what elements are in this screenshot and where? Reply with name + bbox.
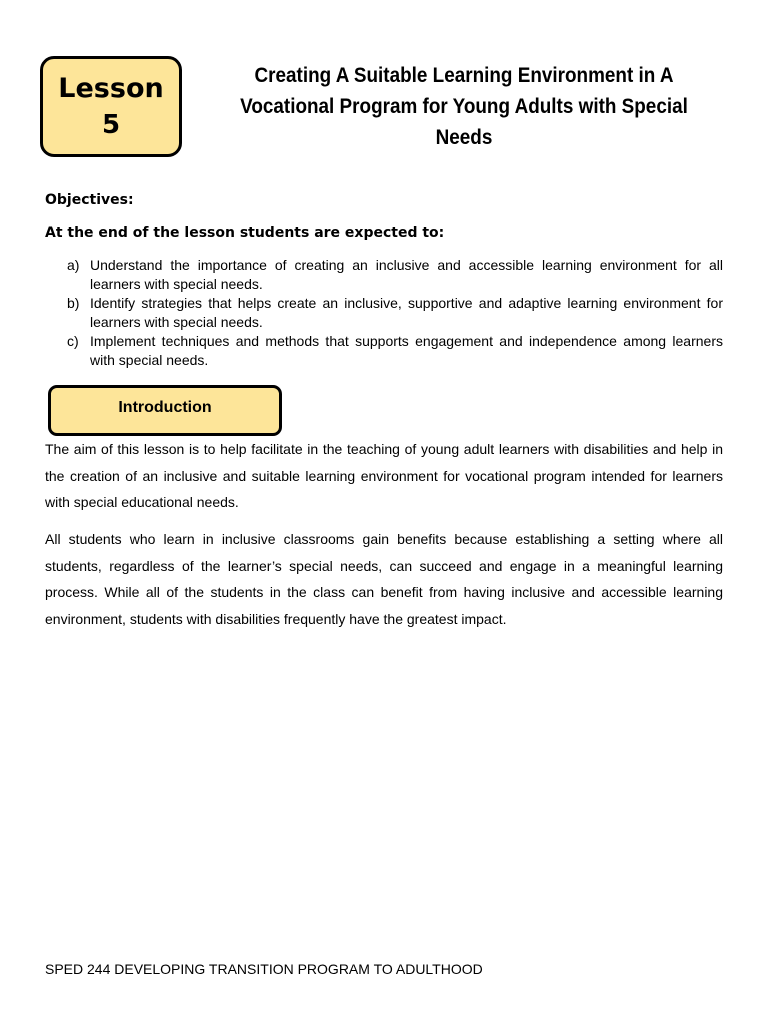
page-footer: SPED 244 DEVELOPING TRANSITION PROGRAM TO ADULTHOOD bbox=[45, 961, 483, 977]
objective-text: Understand the importance of creating an inclusive and accessible learning environment for all learners with special needs. bbox=[90, 257, 723, 292]
objectives-subheading: At the end of the lesson students are expected to: bbox=[45, 225, 445, 241]
objective-item bbox=[45, 294, 723, 332]
introduction-paragraph: The aim of this lesson is to help facilitate in the teaching of young adult learners with disabilities and help in the creation of an inclusive and suitable learning environment for vocational program intended for learners with special educational needs. bbox=[45, 441, 723, 511]
objective-text: Identify strategies that helps create an inclusive, supportive and adaptive learning environment for learners with special needs. bbox=[90, 295, 723, 330]
lesson-badge-label: Lesson bbox=[58, 73, 164, 104]
objectives-list bbox=[45, 256, 723, 370]
lesson-badge-number: 5 bbox=[101, 110, 121, 140]
objective-item bbox=[45, 332, 723, 370]
objectives-heading: Objectives: bbox=[45, 192, 134, 208]
objective-item bbox=[45, 256, 723, 294]
lesson-title: Creating A Suitable Learning Environment in A Vocational Program for Young Adults with Special Needs bbox=[240, 64, 688, 149]
introduction-heading: Introduction bbox=[118, 399, 212, 416]
introduction-paragraph: All students who learn in inclusive classrooms gain benefits because establishing a setting where all students, regardless of the learner’s special needs, can succeed and engage in a meaningful learning process. While all of the students in the class can benefit from having inclusive and accessible learning environment, students with disabilities frequently have the greatest impact. bbox=[45, 531, 723, 628]
objective-letter: a) bbox=[67, 257, 80, 273]
objective-text: Implement techniques and methods that supports engagement and independence among learners with special needs. bbox=[90, 333, 723, 368]
introduction-heading-box bbox=[48, 385, 282, 436]
objective-letter: c) bbox=[67, 333, 79, 349]
objective-letter: b) bbox=[67, 295, 80, 311]
lesson-badge bbox=[40, 56, 182, 157]
